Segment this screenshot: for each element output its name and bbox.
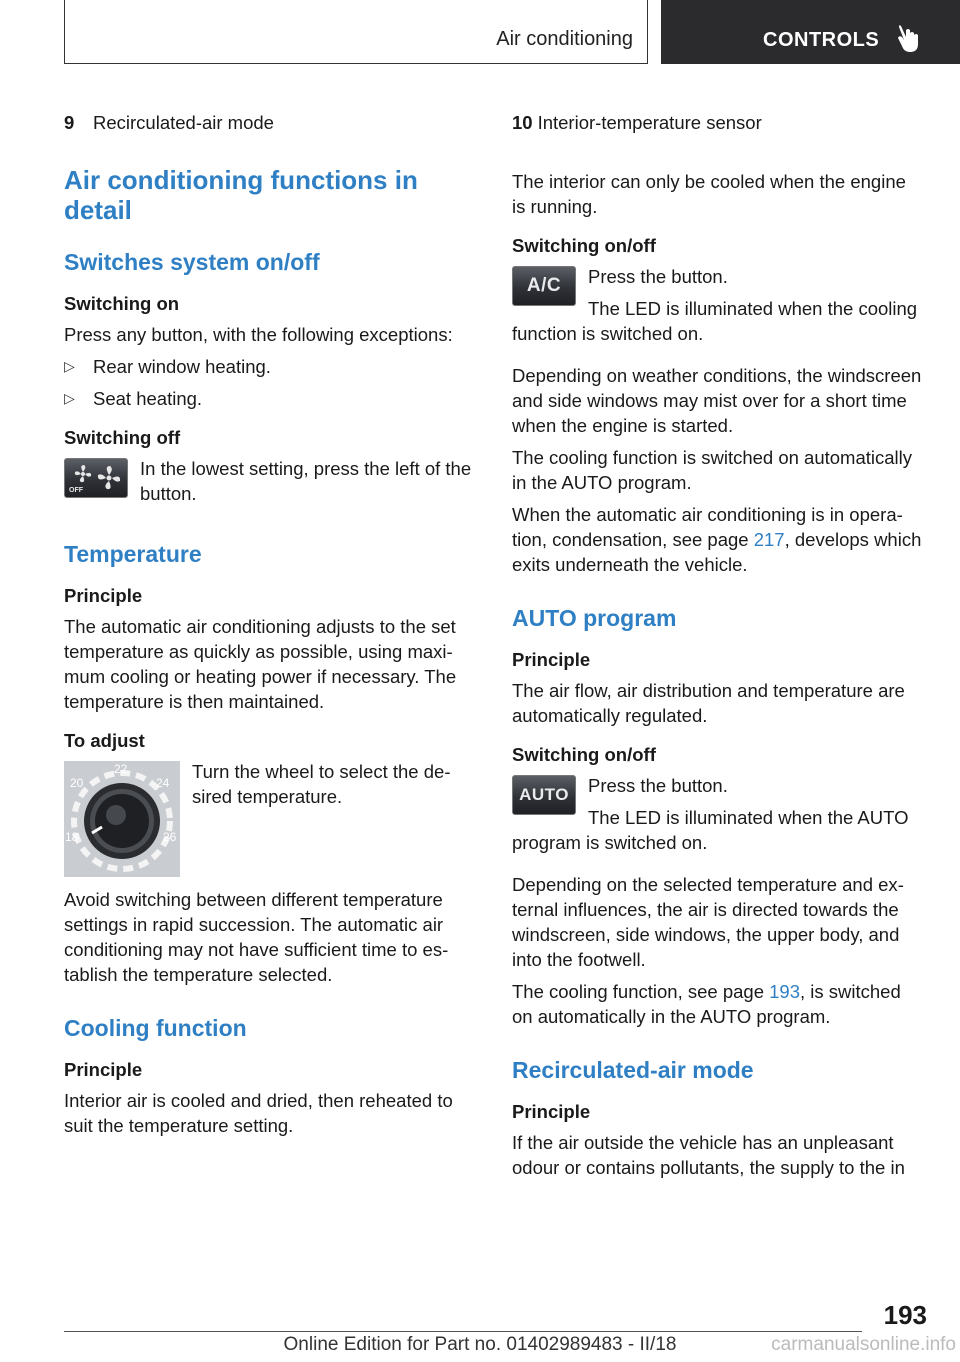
triangle-bullet-icon: ▷ — [64, 358, 75, 374]
ac-button-image — [512, 266, 576, 306]
temperature-knob-icon — [64, 761, 180, 877]
svg-text:18: 18 — [65, 830, 79, 844]
paragraph-press-button: Press the button. — [588, 775, 728, 796]
paragraph-turn-wheel: Turn the wheel to select the desired temperature. — [192, 761, 451, 807]
auto-button-label: AUTO — [519, 785, 569, 804]
paragraph-mist-over: Depending on weather conditions, the windscreen and side windows may mist over for a short time when the engine is started. — [512, 365, 922, 436]
subheading-switching-off: Switching off — [64, 427, 181, 448]
off-label: OFF — [69, 487, 83, 494]
list-item: ▷ Seat heating. — [64, 388, 203, 409]
paragraph-cooling-principle: Interior air is cooled and dried, then reheated to suit the temperature setting. — [64, 1090, 453, 1136]
paragraph-cooling-see-page: The cooling function, see page 193, is switched on automatically in the AUTO program. — [512, 981, 901, 1027]
paragraph-air-directed: Depending on the selected temperature and external influences, the air is directed towards the windscreen, side windows, the upper body, and into the footwell. — [512, 874, 904, 970]
right-column — [512, 110, 922, 1187]
chapter-title: CONTROLS — [763, 29, 880, 51]
legend-item-10 — [512, 110, 922, 135]
paragraph-lowest-setting: In the lowest setting, press the left of the button. — [140, 458, 472, 504]
subheading-principle: Principle — [512, 649, 591, 670]
fan-off-icon — [65, 459, 127, 497]
page-number: 193 — [883, 1300, 927, 1330]
paragraph-condensation: When the automatic air conditioning is in operation, condensation, see page 217, develops which exits underneath the vehicle. — [512, 504, 922, 575]
auto-button-image — [512, 775, 576, 815]
watermark: carmanualsonline.info — [771, 1334, 956, 1355]
paragraph-press-button: Press the button. — [588, 266, 728, 287]
subheading-principle: Principle — [64, 1059, 143, 1080]
paragraph-auto-principle: The air flow, air distribution and temperature are automatically regulated. — [512, 680, 905, 726]
svg-text:24: 24 — [156, 776, 170, 790]
heading-auto-program: AUTO program — [512, 605, 677, 631]
heading-ac-functions-detail: Air conditioning functions in detail — [64, 165, 418, 225]
subheading-principle: Principle — [64, 585, 143, 606]
heading-cooling-function: Cooling function — [64, 1015, 247, 1041]
legend-text: Recirculated-air mode — [93, 112, 274, 133]
footer-divider — [64, 1331, 862, 1332]
legend-text: Interior-temperature sensor — [537, 112, 762, 133]
paragraph-recirc-principle: If the air outside the vehicle has an unpleasant odour or contains pollutants, the supply to the in — [512, 1132, 905, 1178]
page-link-193[interactable]: 193 — [769, 981, 800, 1002]
page-link-217[interactable]: 217 — [753, 529, 785, 550]
svg-text:26: 26 — [163, 830, 177, 844]
footer-edition: Online Edition for Part no. 01402989483 - II/18 — [283, 1334, 677, 1355]
temperature-wheel-image — [64, 761, 180, 877]
paragraph-auto-cooling: The cooling function is switched on automatically in the AUTO program. — [512, 447, 913, 493]
legend-item-9 — [64, 110, 474, 135]
section-title: Air conditioning — [496, 28, 633, 50]
paragraph-cooled-when-running: The interior can only be cooled when the engine is running. — [512, 171, 906, 217]
paragraph-led-auto: The LED is illuminated when the AUTO program is switched on. — [512, 807, 909, 853]
list-item: ▷ Rear window heating. — [64, 356, 271, 377]
svg-text:20: 20 — [70, 776, 84, 790]
ac-button-label: A/C — [526, 275, 562, 296]
paragraph-temperature-principle: The automatic air conditioning adjusts to the set temperature as quickly as possible, using maximum cooling or heating power if necessary. The temperature is then maintained. — [64, 616, 457, 712]
subheading-to-adjust: To adjust — [64, 730, 145, 751]
subheading-switching-on-off: Switching on/off — [512, 744, 656, 765]
left-column — [64, 110, 474, 1145]
paragraph-avoid-switching: Avoid switching between different temperature settings in rapid succession. The automatic air conditioning may not have sufficient time to establish the temperature selected. — [64, 889, 449, 985]
legend-number: 9 — [64, 112, 75, 133]
header-section-box — [64, 0, 648, 64]
subheading-switching-on-off: Switching on/off — [512, 235, 656, 256]
off-fan-button-image — [64, 458, 128, 498]
heading-switches-system: Switches system on/off — [64, 249, 320, 275]
heading-recirculated-air: Recirculated-air mode — [512, 1057, 754, 1083]
triangle-bullet-icon: ▷ — [64, 390, 75, 406]
svg-text:22: 22 — [114, 762, 128, 776]
paragraph-led-cooling: The LED is illuminated when the cooling function is switched on. — [512, 298, 918, 344]
heading-temperature: Temperature — [64, 541, 202, 567]
subheading-principle: Principle — [512, 1101, 591, 1122]
pointing-hand-icon — [897, 24, 923, 54]
legend-number: 10 — [512, 112, 533, 133]
paragraph-press-any-button: Press any button, with the following exceptions: — [64, 324, 453, 345]
header-chapter-box — [661, 0, 960, 64]
subheading-switching-on: Switching on — [64, 293, 180, 314]
